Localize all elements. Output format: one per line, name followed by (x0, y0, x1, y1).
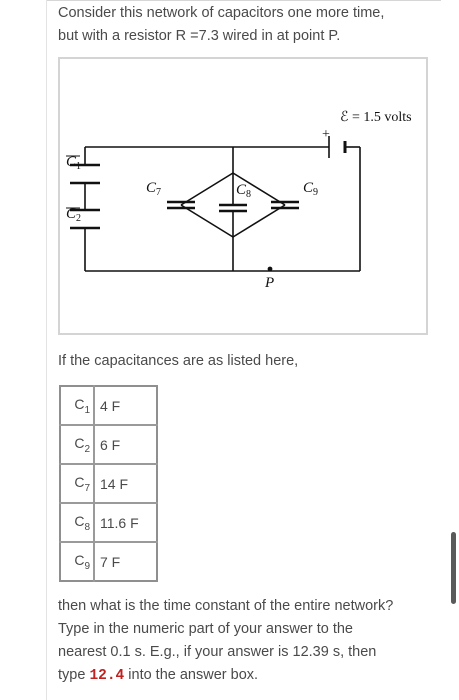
capacitor-name: $C_9$ (60, 542, 94, 581)
table-row (60, 503, 157, 542)
capacitor-value: 4 F (94, 386, 157, 425)
battery-plus-sign: + (322, 127, 330, 142)
top-divider (46, 0, 441, 1)
example-answer-value: 12.4 (89, 668, 125, 684)
intro-text (58, 2, 438, 48)
intro-line-2: but with a resistor R =7.3 wired in at point P. (58, 28, 341, 44)
circuit-figure (58, 57, 428, 335)
left-divider (46, 0, 47, 700)
capacitor-name: $C_7$ (60, 464, 94, 503)
question-text (58, 595, 438, 688)
question-line-4-suffix: into the answer box. (124, 667, 259, 683)
table-row (60, 386, 157, 425)
table-row (60, 425, 157, 464)
capacitor-name: $C_8$ (60, 503, 94, 542)
capacitor-value: 6 F (94, 425, 157, 464)
label-c1: $C_1$ (66, 154, 82, 172)
intro-line-1: Consider this network of capacitors one more time, (58, 5, 385, 21)
table-row (60, 464, 157, 503)
capacitance-table (59, 385, 158, 582)
label-c8: $C_8$ (236, 182, 252, 200)
point-p-marker (268, 267, 273, 272)
capacitor-value: 14 F (94, 464, 157, 503)
question-line-3: nearest 0.1 s. E.g., if your answer is 12.39 s, then (58, 644, 377, 660)
label-c2: $C_2$ (66, 206, 82, 224)
table-intro: If the capacitances are as listed here, (58, 353, 299, 369)
question-line-1: then what is the time constant of the entire network? (58, 598, 394, 614)
circuit-diagram (60, 59, 426, 333)
emf-label: ℰ = 1.5 volts (340, 110, 412, 125)
point-p-label: P (265, 275, 275, 291)
capacitor-value: 7 F (100, 553, 121, 570)
label-c9: $C_9$ (303, 180, 319, 198)
question-line-2: Type in the numeric part of your answer to the (58, 621, 353, 637)
label-c7: $C_7$ (146, 180, 162, 198)
capacitor-name: $C_2$ (60, 425, 94, 464)
capacitor-value: 11.6 F (94, 503, 157, 542)
capacitor-name: $C_1$ (60, 386, 94, 425)
question-line-4-prefix: type (58, 667, 90, 683)
scrollbar-thumb[interactable] (451, 532, 456, 604)
table-row (60, 542, 157, 581)
